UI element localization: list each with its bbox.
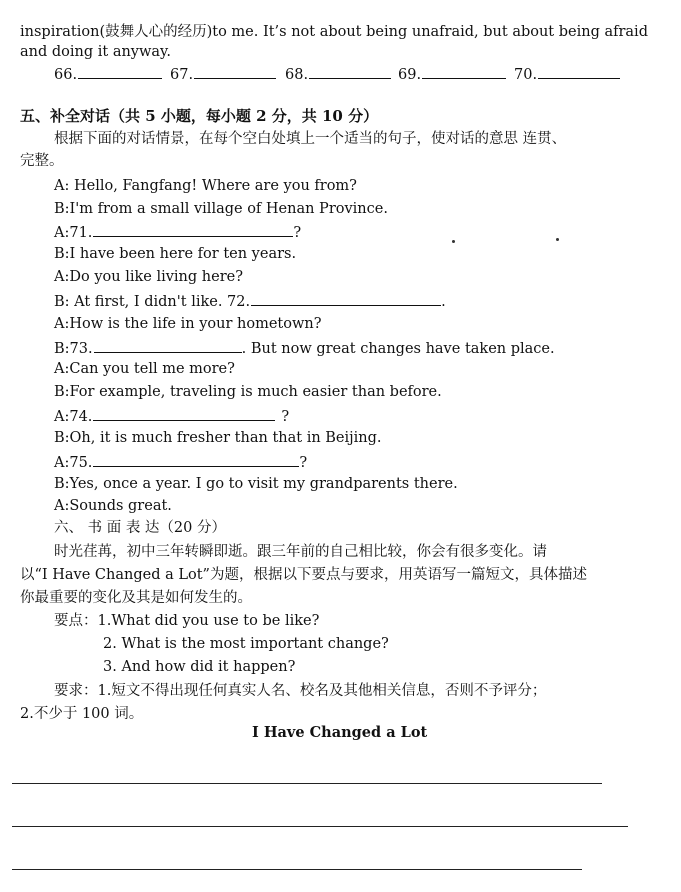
dialogue-blank-74[interactable] [54, 406, 289, 426]
dialogue-blank-71[interactable] [54, 222, 301, 242]
dialogue-line-1: A: Hello, Fangfang! Where are you from? [54, 178, 357, 194]
section6-prompt-2: 以“I Have Changed a Lot”为题，根据以下要点与要求，用英语写一篇短文，具体描述 [20, 567, 587, 583]
blank-line [251, 291, 441, 306]
dialogue-prefix: B: At first, I didn't like. 72. [54, 294, 251, 310]
dialogue-line-14: B:Yes, once a year. I go to visit my grandparents there. [54, 476, 458, 492]
blank-line [78, 64, 162, 79]
dialogue-suffix: . [441, 294, 446, 310]
passage-line-1: inspiration(鼓舞人心的经历)to me. It’s not about being unafraid, but about being afraid [20, 24, 648, 40]
answer-blank-69[interactable] [398, 64, 506, 84]
dialogue-prefix: A:75. [54, 455, 93, 471]
dialogue-line-15: A:Sounds great. [54, 498, 172, 514]
blank-line [94, 338, 242, 353]
scan-speck [556, 238, 559, 241]
blank-line [93, 452, 299, 467]
answer-number: 69. [398, 67, 422, 83]
dialogue-line-4: B:I have been here for ten years. [54, 246, 297, 262]
blank-line [538, 64, 620, 79]
section6-heading: 六、 书 面 表 达（20 分） [54, 520, 226, 536]
section5-instruction-2: 完整。 [20, 153, 64, 169]
blank-line [93, 406, 275, 421]
dialogue-line-2: B:I'm from a small village of Henan Province. [54, 201, 388, 217]
requirements-row-1 [54, 682, 546, 700]
dialogue-prefix: B:73. [54, 341, 93, 357]
dialogue-line-9: A:Can you tell me more? [54, 361, 235, 377]
answer-blank-66[interactable] [54, 64, 162, 84]
blank-line [309, 64, 391, 79]
blank-line [194, 64, 276, 79]
requirement-item-2: 2.不少于 100 词。 [20, 706, 144, 722]
dialogue-prefix: A:74. [54, 409, 93, 425]
answer-blank-67[interactable] [170, 64, 276, 84]
answer-number: 66. [54, 67, 78, 83]
dialogue-prefix: A:71. [54, 225, 93, 241]
blank-line [93, 222, 293, 237]
passage-line-2: and doing it anyway. [20, 44, 171, 60]
answer-number: 67. [170, 67, 194, 83]
dialogue-suffix: ? [299, 455, 308, 471]
section6-prompt-1: 时光荏苒，初中三年转瞬即逝。跟三年前的自己相比较，你会有很多变化。请 [54, 544, 547, 560]
requirement-item: 1.短文不得出现任何真实人名、校名及其他相关信息，否则不予评分； [97, 683, 547, 699]
point-item-2: 2. What is the most important change? [103, 636, 389, 652]
dialogue-blank-75[interactable] [54, 452, 307, 472]
points-label: 要点： [54, 613, 98, 629]
dialogue-line-5: A:Do you like living here? [54, 269, 243, 285]
dialogue-line-12: B:Oh, it is much fresher than that in Beijing. [54, 430, 382, 446]
essay-title: I Have Changed a Lot [252, 724, 428, 741]
point-item-3: 3. And how did it happen? [103, 659, 296, 675]
section5-heading: 五、补全对话（共 5 小题，每小题 2 分，共 10 分） [20, 107, 379, 125]
answer-number: 68. [285, 67, 309, 83]
section5-instruction-1: 根据下面的对话情景，在每个空白处填上一个适当的句子，使对话的意思 连贯、 [54, 131, 567, 147]
points-row-1 [54, 612, 319, 630]
dialogue-blank-72[interactable] [54, 291, 446, 311]
dialogue-suffix: ? [293, 225, 302, 241]
answer-number: 70. [514, 67, 538, 83]
blank-line [422, 64, 506, 79]
requirements-label: 要求： [54, 683, 98, 699]
answer-blank-70[interactable] [514, 64, 620, 84]
section6-prompt-3: 你最重要的变化及其是如何发生的。 [20, 590, 252, 606]
dialogue-line-10: B:For example, traveling is much easier than before. [54, 384, 442, 400]
writing-line[interactable] [12, 783, 602, 784]
point-item: 1.What did you use to be like? [97, 613, 320, 629]
dialogue-suffix: . But now great changes have taken place. [241, 341, 555, 357]
writing-line[interactable] [12, 869, 582, 870]
dialogue-suffix: ? [281, 409, 290, 425]
dialogue-blank-73[interactable] [54, 338, 555, 358]
writing-line[interactable] [12, 826, 628, 827]
answer-blank-68[interactable] [285, 64, 391, 84]
scan-speck [452, 240, 455, 243]
dialogue-line-7: A:How is the life in your hometown? [54, 316, 322, 332]
